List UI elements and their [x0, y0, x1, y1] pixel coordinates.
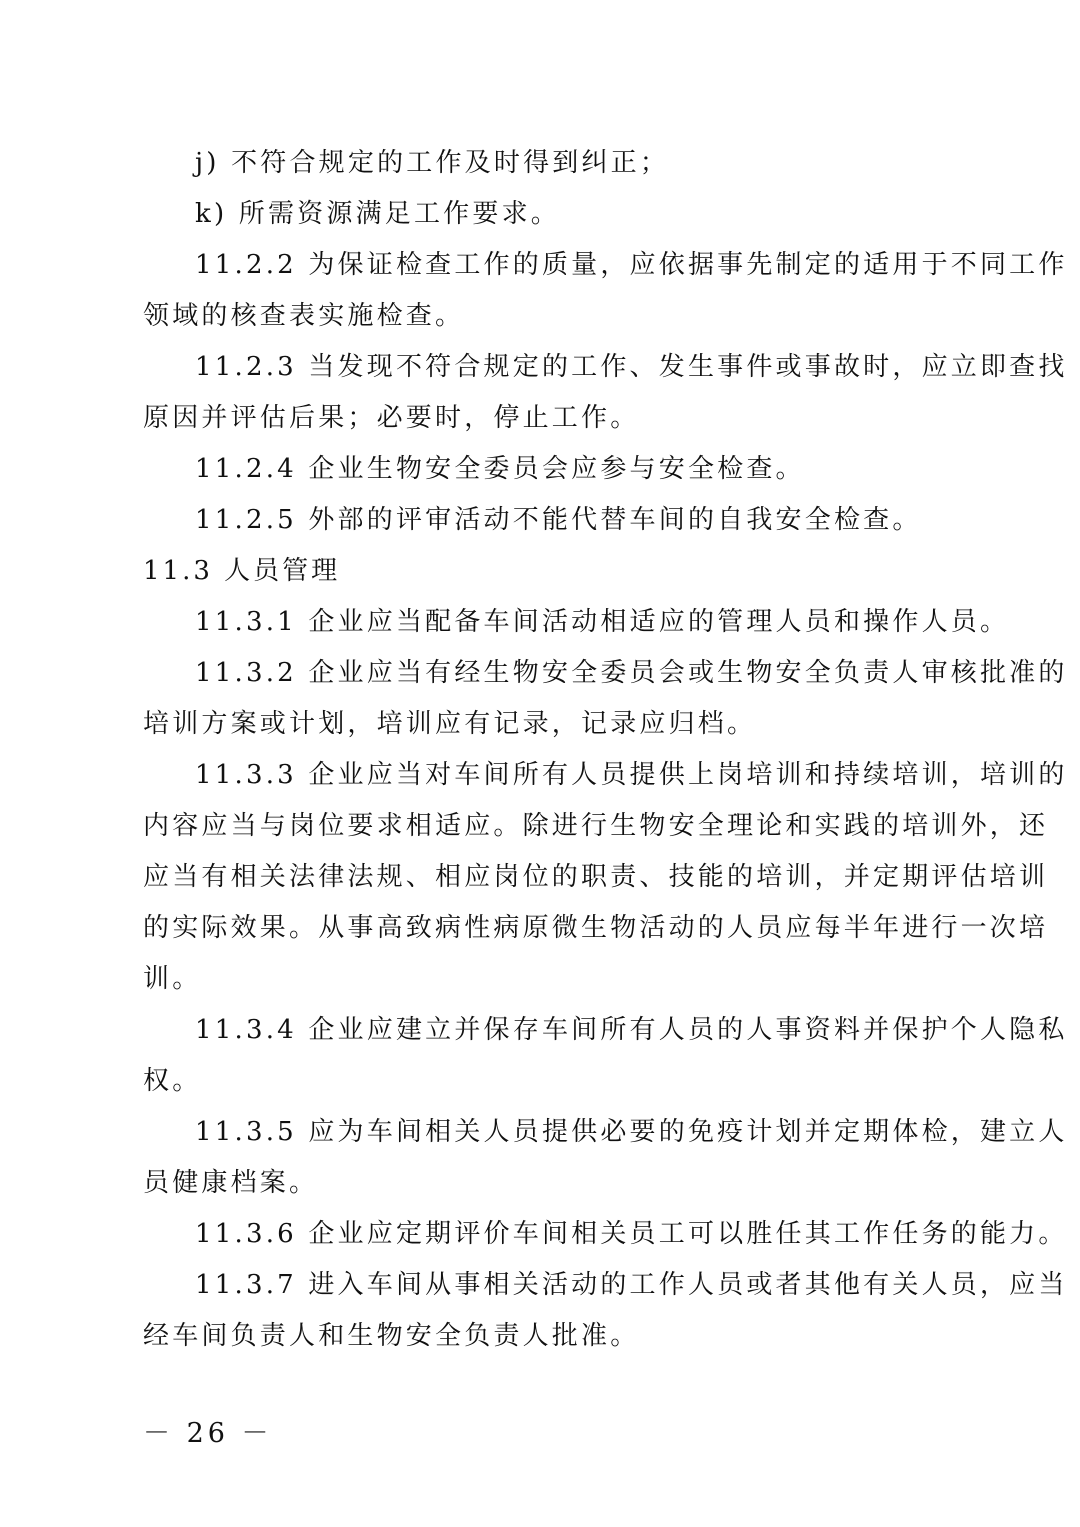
clause-11-3-7-line-1: 11.3.7 进入车间从事相关活动的工作人员或者其他有关人员，应当 [195, 1270, 1068, 1300]
clause-11-2-3-line-2: 原因并评估后果；必要时，停止工作。 [143, 403, 640, 433]
clause-11-3-2-line-2: 培训方案或计划，培训应有记录，记录应归档。 [143, 709, 757, 739]
clause-11-3-2-line-1: 11.3.2 企业应当有经生物安全委员会或生物安全负责人审核批准的 [195, 658, 1068, 688]
clause-11-3-5-line-1: 11.3.5 应为车间相关人员提供必要的免疫计划并定期体检，建立人 [195, 1117, 1068, 1147]
clause-11-3-4-line-2: 权。 [143, 1066, 202, 1096]
clause-11-2-4: 11.2.4 企业生物安全委员会应参与安全检查。 [195, 454, 805, 484]
list-item-j: j) 不符合规定的工作及时得到纠正； [195, 148, 670, 178]
list-item-k: k) 所需资源满足工作要求。 [195, 199, 560, 229]
section-heading-11-3: 11.3 人员管理 [143, 556, 341, 586]
clause-11-2-2-line-1: 11.2.2 为保证检查工作的质量，应依据事先制定的适用于不同工作 [195, 250, 1068, 280]
clause-11-2-5: 11.2.5 外部的评审活动不能代替车间的自我安全检查。 [195, 505, 922, 535]
clause-11-2-2-line-2: 领域的核查表实施检查。 [143, 301, 465, 331]
clause-11-3-3-line-5: 训。 [143, 964, 202, 994]
clause-11-3-4-line-1: 11.3.4 企业应建立并保存车间所有人员的人事资料并保护个人隐私 [195, 1015, 1068, 1045]
clause-11-3-3-line-4: 的实际效果。从事高致病性病原微生物活动的人员应每半年进行一次培 [143, 913, 1049, 943]
clause-11-3-6: 11.3.6 企业应定期评价车间相关员工可以胜任其工作任务的能力。 [195, 1219, 1068, 1249]
clause-11-3-3-line-1: 11.3.3 企业应当对车间所有人员提供上岗培训和持续培训，培训的 [195, 760, 1068, 790]
clause-11-2-3-line-1: 11.2.3 当发现不符合规定的工作、发生事件或事故时，应立即查找 [195, 352, 1068, 382]
clause-11-3-3-line-3: 应当有相关法律法规、相应岗位的职责、技能的培训，并定期评估培训 [143, 862, 1049, 892]
clause-11-3-1: 11.3.1 企业应当配备车间活动相适应的管理人员和操作人员。 [195, 607, 1010, 637]
clause-11-3-3-line-2: 内容应当与岗位要求相适应。除进行生物安全理论和实践的培训外，还 [143, 811, 1049, 841]
page-number: － 26 － [143, 1418, 273, 1449]
clause-11-3-7-line-2: 经车间负责人和生物安全负责人批准。 [143, 1321, 640, 1351]
clause-11-3-5-line-2: 员健康档案。 [143, 1168, 319, 1198]
